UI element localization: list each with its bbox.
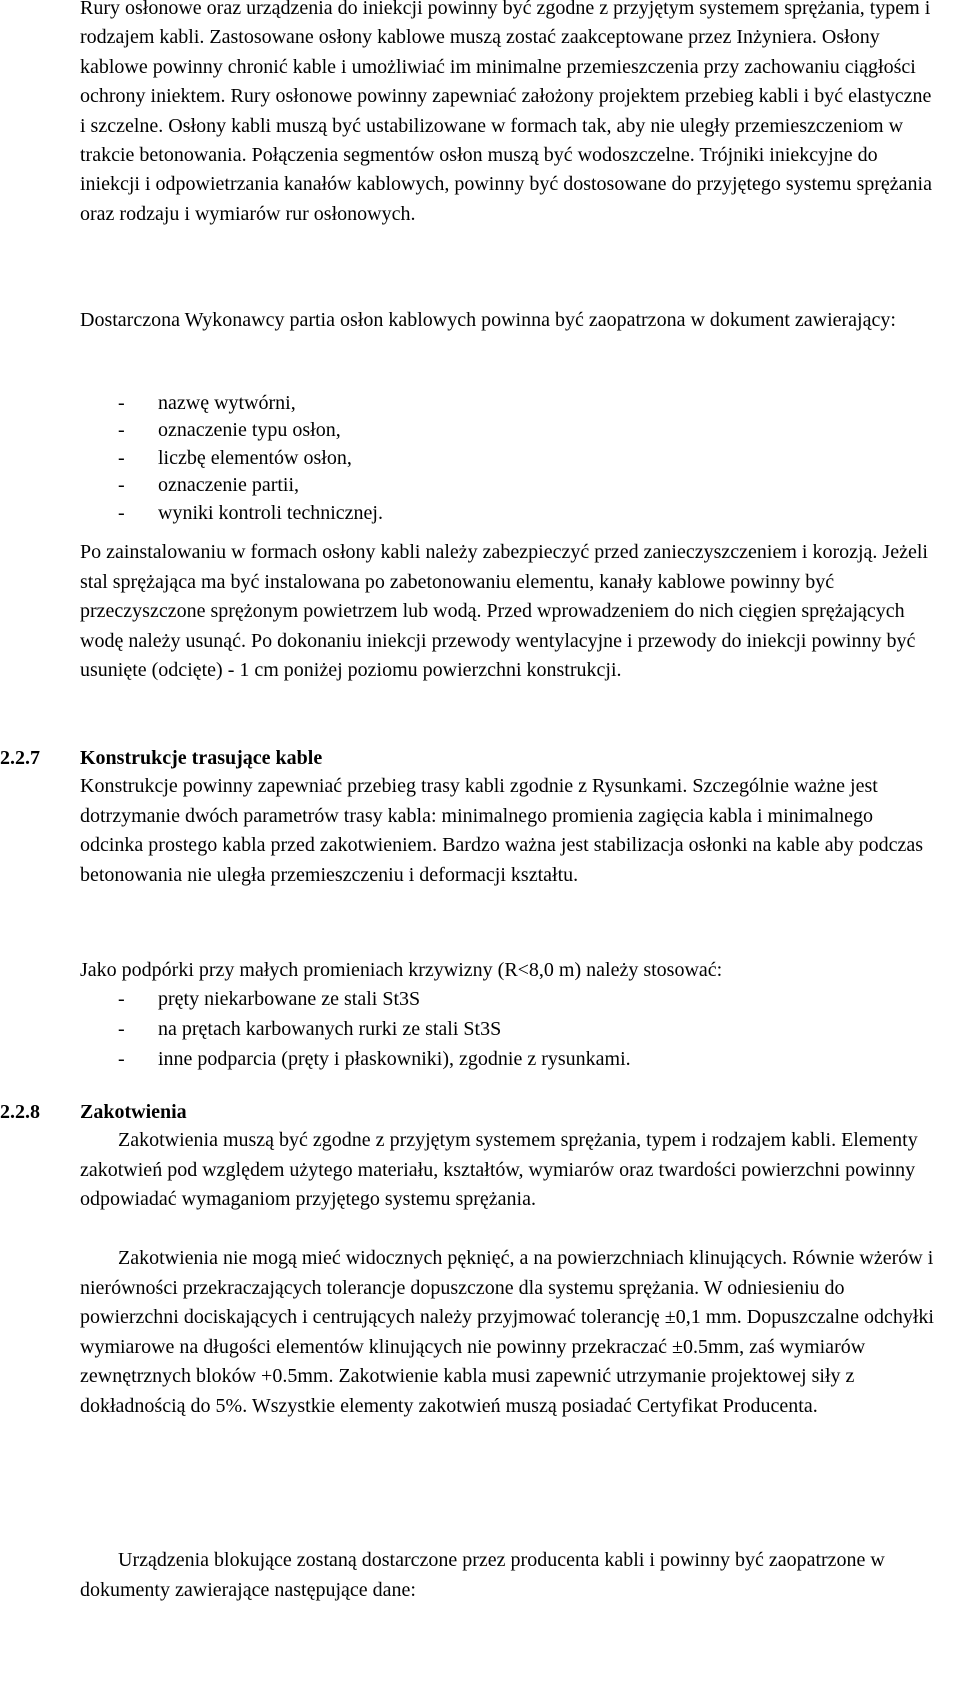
list-item: - wyniki kontroli technicznej. bbox=[118, 501, 383, 524]
section-228-paragraph-1 bbox=[80, 1126, 940, 1215]
after-install-paragraph bbox=[80, 538, 940, 686]
section-title: Konstrukcje trasujące kable bbox=[80, 747, 323, 769]
list-item: - oznaczenie partii, bbox=[118, 474, 300, 497]
intro-paragraph bbox=[80, 0, 940, 229]
supports-text: Jako podpórki przy małych promieniach krzywizny (R<8,0 m) należy stosować: bbox=[80, 959, 723, 981]
delivery-list bbox=[118, 390, 918, 527]
section-number: 2.2.7 bbox=[0, 747, 40, 769]
section-227-paragraph bbox=[80, 772, 940, 890]
section-228-paragraph-3 bbox=[80, 1546, 940, 1605]
list-item: - oznaczenie typu osłon, bbox=[118, 419, 341, 442]
after-install-text: Po zainstalowaniu w formach osłony kabli należy zabezpieczyć przed zanieczyszczeniem i korozją. Jeżeli stal sprężająca ma być instalowana po zabetonowaniu elementu, kanały kablowe powinny być przeczyszczone sprężonym powietrzem lub wodą. Przed wprowadzeniem do nich cięgien sprężających wodę należy usunąć. Po dokonaniu iniekcji przewody wentylacyjne i przewody do iniekcji powinny być usunięte (odcięte) - 1 cm poniżej poziomu powierzchni konstrukcji. bbox=[80, 541, 928, 681]
section-228-text-2: Zakotwienia nie mogą mieć widocznych pęknięć, a na powierzchniach klinujących. Równie wżerów i nierówności przekraczających tolerancje dopuszczone dla systemu sprężania. W odniesieniu do powierzchni dociskających i centrujących należy przyjmować tolerancję ±0,1 mm. Dopuszczalne odchyłki wymiarowe na długości elementów klinujących nie powinny przekraczać ±0.5mm, zaś wymiarów zewnętrznych bloków +0.5mm. Zakotwienie kabla musi zapewnić utrzymanie projektowej siły z dokładnością do 5%. Wszystkie elementy zakotwień muszą posiadać Certyfikat Producenta. bbox=[80, 1247, 934, 1417]
delivery-text: Dostarczona Wykonawcy partia osłon kablowych powinna być zaopatrzona w dokument zawierający: bbox=[80, 309, 896, 331]
list-item: - liczbę elementów osłon, bbox=[118, 446, 352, 469]
section-number: 2.2.8 bbox=[0, 1101, 40, 1123]
list-item: - inne podparcia (pręty i płaskowniki), zgodnie z rysunkami. bbox=[118, 1048, 631, 1070]
section-228-text-1: Zakotwienia muszą być zgodne z przyjętym systemem sprężania, typem i rodzajem kabli. Elementy zakotwień pod względem użytego materiału, kształtów, wymiarów oraz twardości powierzchni powinny odpowiadać wymaganiom przyjętego systemu sprężania. bbox=[80, 1129, 918, 1210]
supports-list bbox=[118, 984, 918, 1074]
section-228-paragraph-2 bbox=[80, 1244, 940, 1421]
delivery-paragraph bbox=[80, 306, 940, 336]
section-title: Zakotwienia bbox=[80, 1101, 187, 1123]
list-item: - na prętach karbowanych rurki ze stali St3S bbox=[118, 1018, 502, 1040]
list-item: - pręty niekarbowane ze stali St3S bbox=[118, 988, 421, 1010]
section-228-text-3: Urządzenia blokujące zostaną dostarczone przez producenta kabli i powinny być zaopatrzone w dokumenty zawierające następujące dane: bbox=[80, 1549, 885, 1601]
section-227-text: Konstrukcje powinny zapewniać przebieg trasy kabli zgodnie z Rysunkami. Szczególnie ważne jest dotrzymanie dwóch parametrów trasy kabla: minimalnego promienia zagięcia kabla i minimalnego odcinka prostego kabla przed zakotwieniem. Bardzo ważna jest stabilizacja osłonki na kable aby podczas betonowania nie uległa przemieszczeniu i deformacji kształtu. bbox=[80, 775, 924, 886]
list-item: - nazwę wytwórni, bbox=[118, 392, 296, 414]
supports-intro bbox=[80, 956, 940, 986]
intro-text: Rury osłonowe oraz urządzenia do iniekcji powinny być zgodne z przyjętym systemem sprężania, typem i rodzajem kabli. Zastosowane osłony kablowe muszą zostać zaakceptowane przez Inżyniera. Osłony kablowe powinny chronić kable i umożliwiać im minimalne przemieszczenia przy zachowaniu ciągłości ochrony iniektem. Rury osłonowe powinny zapewniać założony projektem przebieg kabli i być elastyczne i szczelne. Osłony kabli muszą być ustabilizowane w formach tak, aby nie uległy przemieszczeniom w trakcie betonowania. Połączenia segmentów osłon muszą być wodoszczelne. Trójniki iniekcyjne do iniekcji i odpowietrzania kanałów kablowych, powinny być dostosowane do przyjętego systemu sprężania oraz rodzaju i wymiarów rur osłonowych. bbox=[80, 0, 932, 225]
